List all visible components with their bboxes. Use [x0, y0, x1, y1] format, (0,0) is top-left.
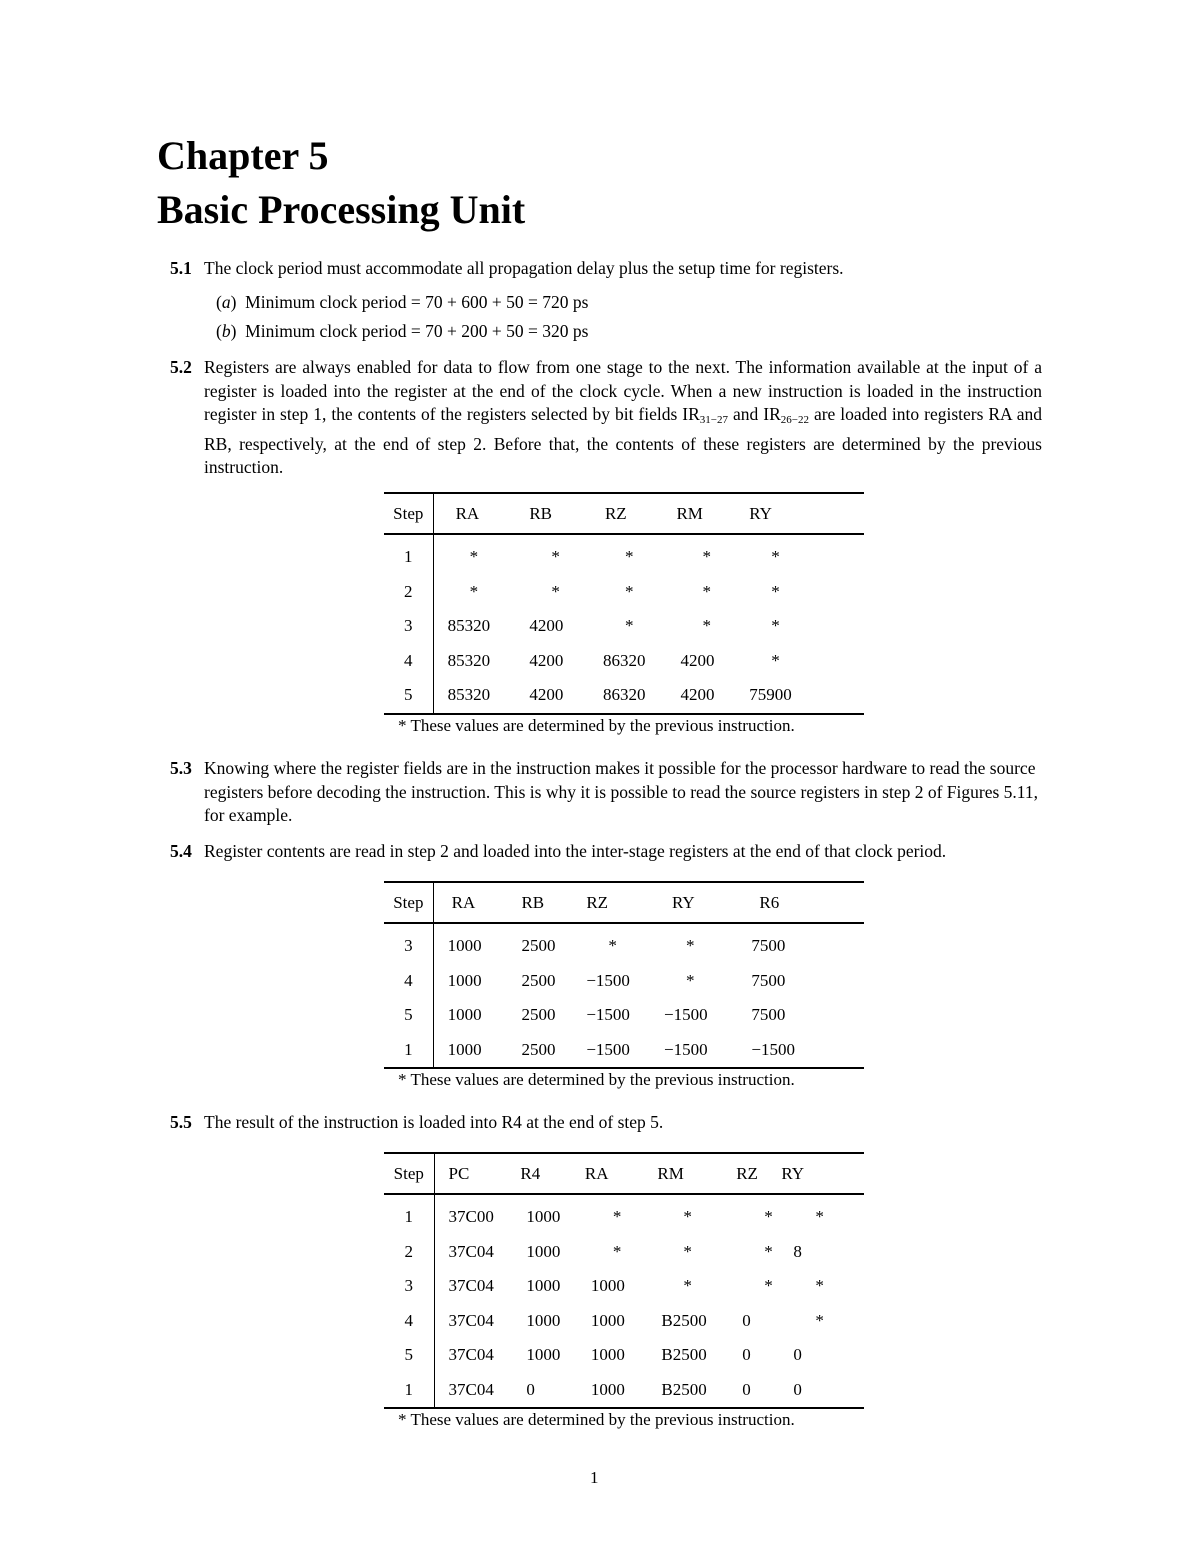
- section-text: The clock period must accommodate all propagation delay plus the setup time for registers.: [204, 258, 844, 278]
- value-cell: 85320: [433, 678, 515, 714]
- table-row: [384, 534, 864, 575]
- value-cell: 8: [793, 1241, 802, 1261]
- step-cell: 5: [384, 678, 433, 714]
- value-cell: *: [771, 547, 780, 567]
- value-cell: 0: [512, 1373, 577, 1409]
- column-header-r4: R4: [512, 1153, 577, 1194]
- value-cell: 1000: [577, 1373, 648, 1409]
- value-cell: 37C04: [448, 1345, 494, 1365]
- register-table-2: [384, 881, 864, 1069]
- table-row: [384, 923, 864, 964]
- step-cell: 4: [384, 964, 433, 999]
- value-cell: *: [624, 616, 634, 636]
- table-row: [384, 1304, 864, 1339]
- column-header-ry: RY: [656, 882, 739, 923]
- value-cell: 1000: [526, 1241, 561, 1261]
- value-cell: 2500: [521, 936, 556, 956]
- value-cell: *: [551, 547, 560, 567]
- step-cell: 3: [384, 609, 433, 644]
- value-cell: 1000: [526, 1310, 561, 1330]
- table-note: * These values are determined by the previous instruction.: [398, 716, 795, 735]
- value-cell: 7500: [751, 936, 786, 956]
- section-number: 5.5: [170, 1112, 192, 1132]
- value-cell: *: [771, 650, 780, 670]
- page-number: 1: [590, 1468, 599, 1487]
- value-cell: 0: [742, 1345, 751, 1365]
- value-cell: *: [612, 1207, 622, 1227]
- step-cell: 5: [384, 1338, 434, 1373]
- column-header-step: Step: [384, 882, 433, 923]
- value-cell: *: [764, 1207, 773, 1227]
- value-cell: 37C00: [448, 1207, 494, 1227]
- value-cell: 1000: [447, 970, 482, 990]
- value-cell: 1000: [447, 936, 482, 956]
- chapter-title: Basic Processing Unit: [157, 187, 526, 232]
- value-cell: 1000: [526, 1345, 561, 1365]
- section-5-4: [170, 840, 1050, 864]
- value-cell: 86320: [589, 678, 666, 714]
- step-cell: 1: [384, 1373, 434, 1409]
- step-cell: 3: [384, 923, 433, 964]
- value-cell: −1500: [656, 1033, 739, 1069]
- value-cell: 86320: [602, 650, 646, 670]
- column-header-rm: RM: [647, 1153, 728, 1194]
- step-cell: 1: [384, 1033, 433, 1069]
- value-cell: −1500: [586, 970, 630, 990]
- table-note: * These values are determined by the previous instruction.: [398, 1410, 795, 1429]
- value-cell: *: [815, 1207, 824, 1227]
- value-cell: *: [469, 547, 479, 567]
- value-cell: *: [771, 581, 780, 601]
- table-row: [384, 1194, 864, 1235]
- column-header-ry: RY: [737, 493, 864, 534]
- value-cell: 37C04: [448, 1276, 494, 1296]
- value-cell: *: [771, 616, 780, 636]
- item-label: a: [221, 292, 231, 312]
- value-cell: *: [702, 581, 711, 601]
- value-cell: B2500: [647, 1373, 728, 1409]
- value-cell: *: [683, 1241, 692, 1261]
- value-cell: 0: [793, 1345, 802, 1365]
- value-cell: 37C04: [448, 1310, 494, 1330]
- step-cell: 2: [384, 1235, 434, 1270]
- section-number: 5.3: [170, 758, 192, 778]
- value-cell: 7500: [751, 1005, 786, 1025]
- value-cell: 37C04: [448, 1241, 494, 1261]
- value-cell: 2500: [507, 1033, 578, 1069]
- section-5-3: [170, 757, 1042, 828]
- value-cell: B2500: [661, 1310, 707, 1330]
- value-cell: 2500: [521, 1005, 556, 1025]
- value-cell: *: [624, 547, 634, 567]
- table-row: [384, 1235, 864, 1270]
- step-cell: 1: [384, 1194, 434, 1235]
- value-cell: *: [683, 1207, 692, 1227]
- value-cell: *: [702, 616, 711, 636]
- section-number: 5.4: [170, 841, 192, 861]
- column-header-pc: PC: [434, 1153, 512, 1194]
- value-cell: *: [469, 581, 479, 601]
- value-cell: 1000: [447, 1005, 482, 1025]
- step-cell: 5: [384, 998, 433, 1033]
- value-cell: 0: [728, 1373, 781, 1409]
- subscript: 31−27: [699, 414, 729, 426]
- value-cell: *: [612, 1241, 622, 1261]
- table-row: [384, 998, 864, 1033]
- value-cell: 0: [742, 1310, 751, 1330]
- value-cell: *: [764, 1241, 773, 1261]
- value-cell: 75900: [737, 678, 864, 714]
- value-cell: *: [764, 1276, 773, 1296]
- value-cell: 85320: [447, 616, 491, 636]
- table-row: [384, 609, 864, 644]
- value-cell: 37C04: [434, 1373, 512, 1409]
- text-part: are loaded into registers RA and RB, respectively, at the end of step 2. Before that, the contents of these registers are determined by the previous instruction.: [204, 404, 1042, 477]
- column-header-rz: RZ: [578, 882, 656, 923]
- table-row: [384, 1269, 864, 1304]
- value-cell: 7500: [751, 970, 786, 990]
- table-row: [384, 575, 864, 610]
- value-cell: *: [815, 1310, 824, 1330]
- column-header-rz: RZ: [589, 493, 666, 534]
- value-cell: −1500: [739, 1033, 864, 1069]
- item-text: Minimum clock period = 70 + 600 + 50 = 720 ps: [245, 292, 589, 312]
- value-cell: 0: [781, 1373, 864, 1409]
- step-cell: 4: [384, 644, 433, 679]
- column-header-ry: RY: [781, 1153, 864, 1194]
- item-text: Minimum clock period = 70 + 200 + 50 = 320 ps: [245, 321, 589, 341]
- value-cell: 4200: [680, 650, 715, 670]
- section-text: The result of the instruction is loaded into R4 at the end of step 5.: [204, 1112, 664, 1132]
- section-text: Knowing where the register fields are in the instruction makes it possible for the processor hardware to read the source registers before decoding the instruction. This is why it is possible to read the source registers in step 2 of Figures 5.11, for example.: [204, 758, 1039, 825]
- chapter-heading: Chapter 5: [157, 133, 329, 178]
- value-cell: *: [702, 547, 711, 567]
- value-cell: −1500: [578, 1033, 656, 1069]
- value-cell: *: [685, 970, 695, 990]
- register-table-3: [384, 1152, 864, 1409]
- text-part: and IR: [728, 404, 781, 424]
- value-cell: B2500: [661, 1345, 707, 1365]
- section-5-2: [170, 356, 1042, 480]
- value-cell: 4200: [529, 616, 564, 636]
- table-row: [384, 1338, 864, 1373]
- value-cell: 1000: [590, 1310, 625, 1330]
- table-note: * These values are determined by the previous instruction.: [398, 1070, 795, 1089]
- value-cell: *: [608, 936, 617, 956]
- section-text: [204, 356, 1042, 480]
- item-a: (a) Minimum clock period = 70 + 600 + 50 = 720 ps: [216, 292, 589, 312]
- value-cell: *: [551, 581, 560, 601]
- step-cell: 4: [384, 1304, 434, 1339]
- value-cell: 1000: [590, 1276, 625, 1296]
- section-text: Register contents are read in step 2 and loaded into the inter-stage registers at the end of that clock period.: [204, 841, 947, 861]
- column-header-step: Step: [384, 493, 433, 534]
- column-header-rb: RB: [515, 493, 589, 534]
- value-cell: −1500: [663, 1005, 708, 1025]
- column-header-ra: RA: [433, 882, 507, 923]
- value-cell: *: [683, 1276, 692, 1296]
- value-cell: 4200: [515, 678, 589, 714]
- value-cell: *: [624, 581, 634, 601]
- column-header-ra: RA: [433, 493, 515, 534]
- value-cell: *: [815, 1276, 824, 1296]
- table-row: [384, 1033, 864, 1069]
- column-header-rm: RM: [666, 493, 737, 534]
- step-cell: 2: [384, 575, 433, 610]
- value-cell: −1500: [586, 1005, 630, 1025]
- item-label: b: [221, 321, 231, 341]
- section-number: 5.2: [170, 357, 192, 377]
- value-cell: *: [685, 936, 695, 956]
- register-table-1: [384, 492, 864, 715]
- item-b: (b) Minimum clock period = 70 + 200 + 50 = 320 ps: [216, 321, 589, 341]
- value-cell: 1000: [433, 1033, 507, 1069]
- section-number: 5.1: [170, 258, 192, 278]
- value-cell: 1000: [526, 1276, 561, 1296]
- table-row: [384, 964, 864, 999]
- table-row: [384, 678, 864, 714]
- column-header-step: Step: [384, 1153, 434, 1194]
- step-cell: 3: [384, 1269, 434, 1304]
- table-row: [384, 644, 864, 679]
- subscript: 26−22: [780, 414, 809, 426]
- step-cell: 1: [384, 534, 433, 575]
- value-cell: 4200: [529, 650, 564, 670]
- section-5-1: [170, 257, 1050, 281]
- text-part: Registers are always enabled for data to flow from one stage to the next. The information available at the input of a register is loaded into the register at the end of the clock cycle. When a new instruction is loaded in the instruction register in step 1, the contents of the registers selected by bit fields IR: [204, 357, 1042, 424]
- value-cell: 1000: [590, 1345, 625, 1365]
- value-cell: 4200: [666, 678, 737, 714]
- column-header-r6: R6: [739, 882, 864, 923]
- section-5-5: [170, 1111, 1050, 1135]
- table-row: [384, 1373, 864, 1409]
- column-header-rb: RB: [507, 882, 578, 923]
- value-cell: 85320: [447, 650, 491, 670]
- value-cell: 2500: [521, 970, 556, 990]
- column-header-ra: RA: [577, 1153, 648, 1194]
- column-header-rz: RZ: [728, 1153, 781, 1194]
- value-cell: 1000: [526, 1207, 561, 1227]
